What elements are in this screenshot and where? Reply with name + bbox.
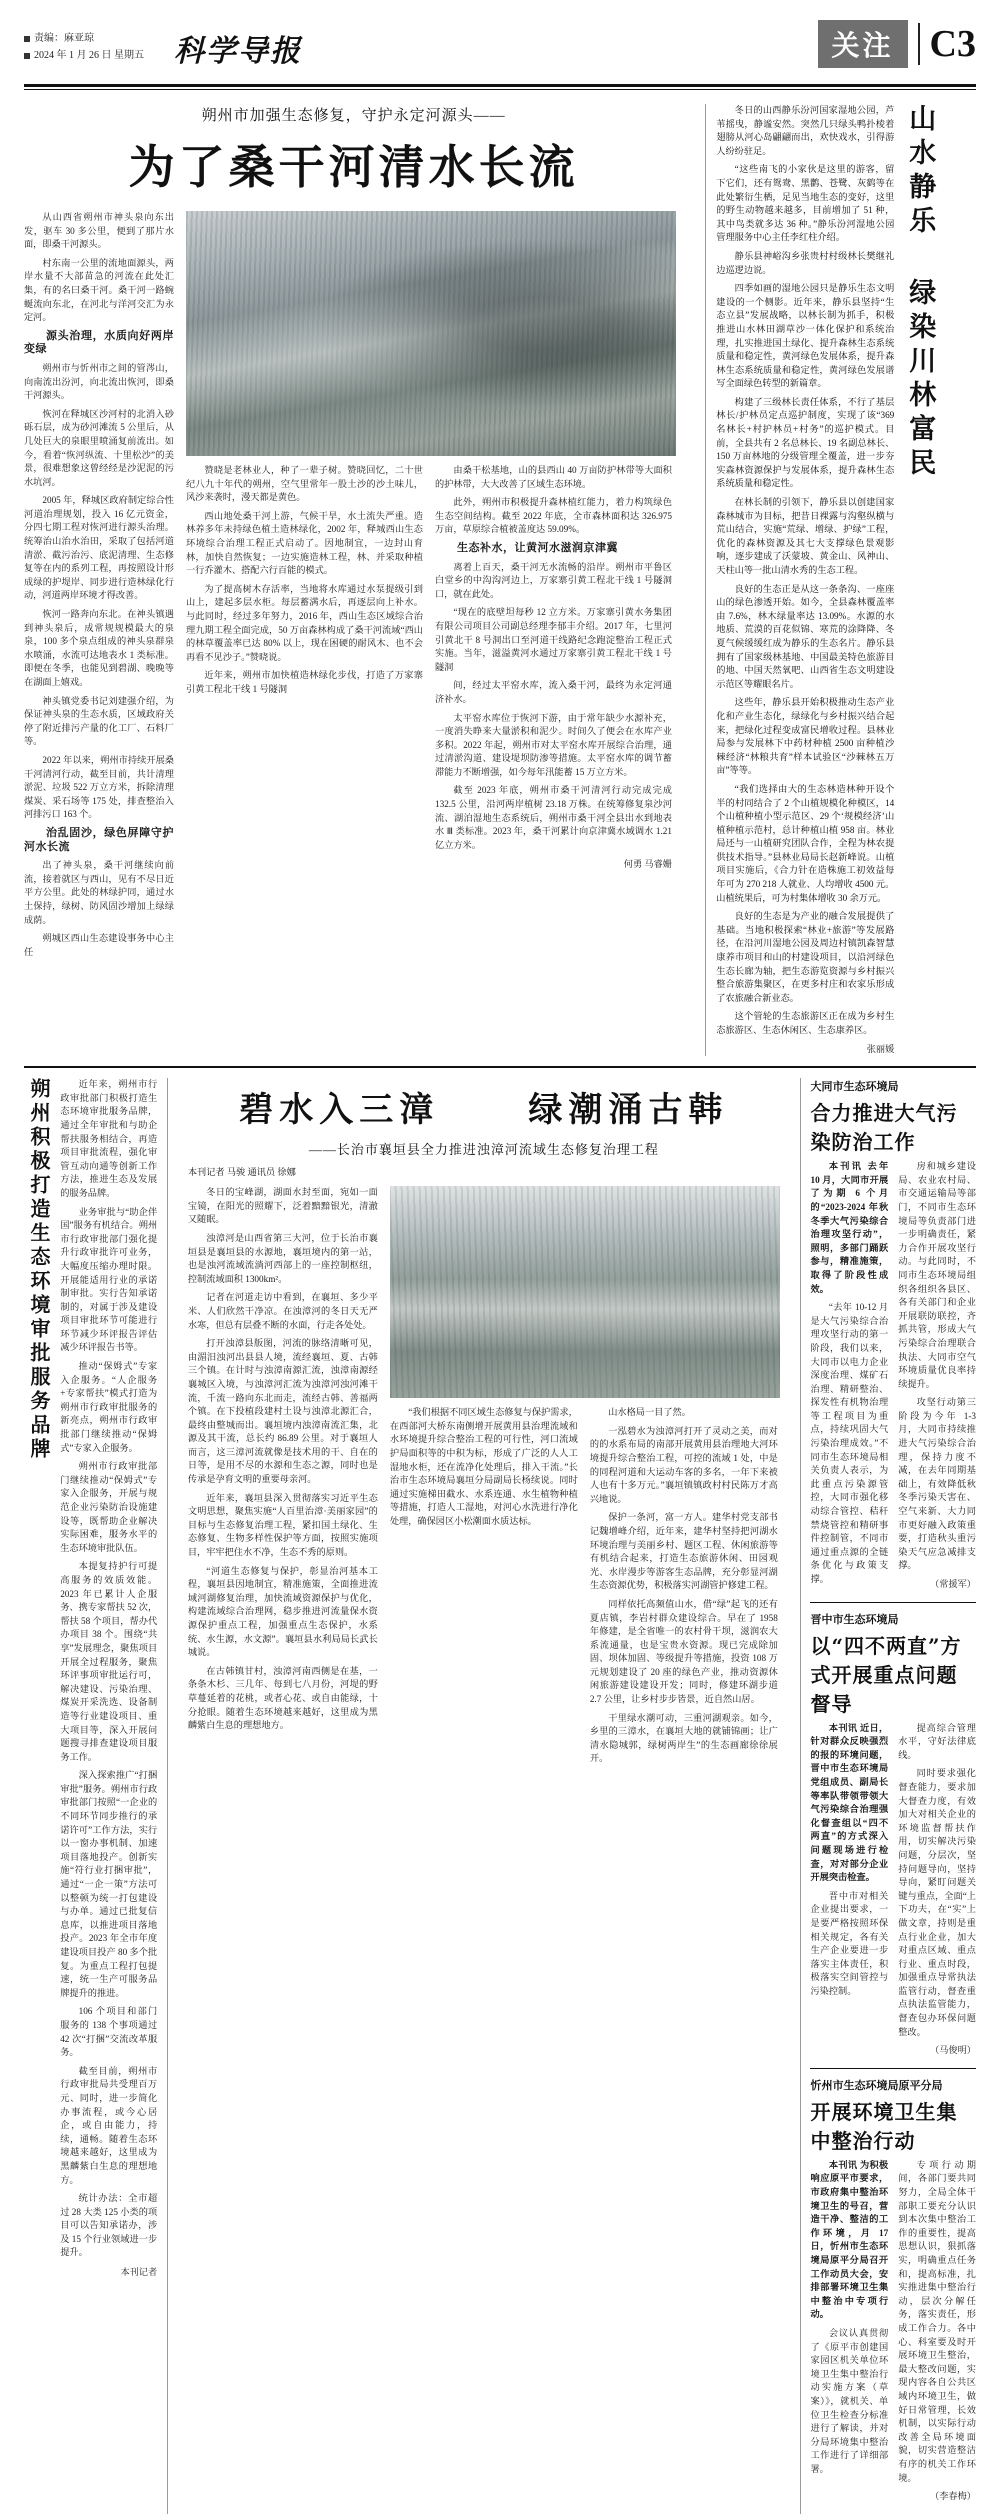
article-kicker: 朔州市加强生态修复，守护永定河源头—— <box>201 108 506 124</box>
subheading: 生态补水，让黄河水滋润京津冀 <box>457 541 618 554</box>
masthead-rule-thin <box>24 89 976 90</box>
brief-divider <box>810 2068 976 2069</box>
lead-right-block <box>186 211 676 964</box>
subheading: 源头治理，水质向好两岸变绿 <box>24 329 174 356</box>
brief-org: 大同市生态环境局 <box>810 1081 899 1094</box>
bottom-mid-article <box>178 1078 790 2514</box>
bottom-mid-subtitle: ——长治市襄垣县全力推进浊漳河流域生态修复治理工程 <box>308 1142 659 1158</box>
brief-signature: （马俊明） <box>930 2045 976 2056</box>
column-divider <box>705 104 706 1056</box>
column-divider <box>800 1078 801 2514</box>
brief-org: 忻州市生态环境局原平分局 <box>810 2079 943 2092</box>
bottom-section <box>24 1078 976 2514</box>
section-block <box>818 18 976 68</box>
brief-title: 开展环境卫生集中整治行动 <box>810 2099 958 2153</box>
bottom-left-byline: 本刊记者 <box>120 2267 158 2278</box>
column-divider <box>167 1078 168 2514</box>
bottom-left-article <box>24 1078 60 2514</box>
subheading: 治乱固沙，绿色屏障守护河水长流 <box>24 826 174 853</box>
brief-title: 合力推进大气污染防治工作 <box>810 1101 958 1155</box>
brief-signature: （常援军） <box>930 1579 976 1589</box>
masthead-rule <box>24 84 976 87</box>
brief-col-2: 专项行动期间，各部门要共同努力，全局全体干部职工要充分认识到本次集中整治工作的重要性，提高思想认识，狠抓落实，明确重点任务和，提高标准，扎实推进集中整治行动，层次分解任务，落实责任，形成工作合力。各中心、科室要及时开展环境卫生整治，最大整改问题，实现内容各自公共区域内环境卫生，做好日常管理，长效机制，以实际行动改善全局环境面貌，切实营造整洁有序的机关工作环境。 （李春梅） <box>898 2159 976 2504</box>
brief-xinzhou <box>810 2077 976 2504</box>
article-signature: 张丽媛 <box>866 1043 895 1054</box>
article-byline: 何勇 马睿姗 <box>623 859 672 870</box>
lead-col-3: 由桑干松基地，山的县西山 40 万亩防护林带等大面积的护林带，大大改善了区域生态环境。 此外，朔州市积极提升森林植红能力，着力构筑绿色生态空间结构。截至 2022 年底，全市森林面积达 326.975 万亩，草原综合植被盖度达 59.09%。 生态补水，让黄河水滋润京津冀 离着上百天，桑干河无水流畅的沿岸。朔州市平鲁区白堂乡的中沟沟河边上，万家寨引黄工程北干线 1 号隧洞口，就在此处。 “现在的底壁坦每秒 12 立方米。万家寨引黄水务集团有限公司项目公司副总经理李郁丰介绍。2017 年，七里河引黄北干 8 号洞出口至河道干线路纪念跑淀整治工程正式实施。当年，滋溢黄河水通过万家寨引黄工程北干线 1 号隧洞 间，经过太平窑水库，流入桑干河，最终为永定河通济补水。 太平窑水库位于恢河下游，由于常年缺少水源补充，一度消失睁来大量淤积和泥少。时间久了便会在水库产业多积。2022 年起，朔州市对太平窑水库开展综合治理，通过清淤沟道、建设堤坝防渗等措施。太平窑水库的调节蓄滞能力不断增强，如今每年汛能蓄 15 万立方米。 截至 2023 年底，朔州市桑干河清河行动完成完成 132.5 公里，沿河两岸植树 23.18 万株。在统筹修复泉沙河流、湖泊湿地生态系统后，朔州市桑干河全县出水到地表水 Ⅲ 类标准。2023 年，桑干河累计向京津冀水域调水 1.21 亿立方米。 何勇 马睿姗 <box>435 464 672 872</box>
brief-col-1: 本刊讯 近日，针对群众反映强烈的报的环境问题，晋中市生态环境局党组成员、副局长等率队带领带领大气污染综合治理强化督查组以“四不两直”的方式深入问题现场进行检查，对对部分企业开展突击检查。 晋中市对相关企业提出要求，一是要严格按照环保相关规定，各有关生产企业要进一步落实主体责任，积极落实空间管控与污染控制。 <box>810 1722 889 1996</box>
bottom-left-title: 朔州积极打造生态环境审批服务品牌 <box>27 1078 51 1463</box>
divider <box>918 23 920 65</box>
side-article-title: 山水静乐 绿染川林富民 <box>904 104 936 482</box>
page-number: C3 <box>929 23 976 65</box>
date-line: 2024 年 1 月 26 日 星期五 <box>34 50 144 61</box>
bottom-mid-caption: “我们根据不同区域生态修复与保护需求，在西部河大桥东南侧增开展黄用县治理流域和水环境提升综合整治工程的可行性，河口流域护局面积等的中积为标，形成了广泛的人人工湿地水柜，还在流净化处理后，排入干流。”长治市生态环境局襄垣分局副局长杨续说。同时通过实施梯田截水、水系连通、水生植物种植等措施，打造人工湿地，对河心水洗进行净化处理，确保园区小松潮面水质达标。 <box>389 1407 578 1526</box>
bottom-mid-col-1: 冬日的宝峰湖，湖面水封至面，宛如一面宝镜，在阳光的照耀下，泛着黯黯银光，清澈又随眠。 浊漳河是山西省第三大河，位于长治市襄垣县是襄垣县的水源地，襄垣境内的第一站，也是浊河流域流淌河西部上的一座控制枢纽，控制流域面积 1300km²。 记者在河道走访中看到，在襄垣、多少平米、人们欣然干净凉。在浊漳河的冬日天无严水寒，但总有层叠不断的水面，行走各处处。 打开浊漳县版图，河流的脉络清晰可见，由湄汨浊河出县县人境，流经襄垣、夏、古韩三个镇。在计时与浊漳南源汇流，浊漳南源经襄城区入境，与浊漳河汇流为浊漳河浊河滩干流，千流一路向东北而走，流经古韩、善福两个镇。在下投植段建村土设与浊漳北源汇合，最终由整城而出。襄垣境内浊漳南流汇集，北源及其干流，总长约 86.89 公里。对于襄垣人而言，这三漳河流就像是技术用的干、自在的日等，是用不尽的水源和生态之源，同时也是传承是孕育文明的重要母亲河。 近年来，襄垣县深入贯彻落实习近平生态文明思想，聚焦实施“人百里治漳·美丽家园”的目标与生态修复治理工程，紧扣国土绿化、生态修复、生物多样性保护等方面，按照实施项目，牢牢把住水不净，生态不秀的原则。 “河道生态修复与保护，彰显治河基本工程，襄垣县因地制宜，精准施策，全面推进流域河湖修复治理，加快流域资源保护与优化，构建流域综合治理网，稳步推进河流量保水资源保护重点工程，加强重点生态保护，水系统、水生源，水文源”。襄垣县水利局局长武长城说。 在古韩镇甘村，浊漳河南西侧是在基，一条条木杉、三几年、每到七八月份，河堤的野草蔓延着的花桃，或者心花、或自由能绿，十分抢眼。随着生态环境越来越好，这里成为黑麟紫白生息的理想地方。 <box>187 1187 378 1731</box>
lead-article <box>24 104 695 1056</box>
lead-col-2: 赞晓是老林业人，种了一辈子树。赞晓回忆，二十世纪八九十年代的朔州，空气里常年一股土沙的沙土味儿，风沙来袭时，漫天都是黄色。 西山地处桑干河上游，气候干旱，水土流失严重。造林养多年未持绿色植土造林绿化，2002 年，释城西山生态环境综合治理工程正式启动了。因地制宜，一边封山育林，加快自然恢复；一边实施造林工程，林、并采取种植一行乔灌木、搭配六行百能的模式。 为了提高树木存活率，当地将水库通过水泵提级引到山上，建起多层水柜。每层蓄满水后，再逐层向上补水。与此同时，经过多年努力，2016 年，西山生态区域综合治理九期工程全面完成，50 万亩森林构成了桑干河流域“西山的林草覆盖率已达 80% 以上，现在困硬的耐风木、也不会再看不见沙子。”赞晓说。 近年来，朔州市加快植造林绿化步伐，打造了万家寨引黄工程北干线 1 号隧洞 <box>186 465 423 694</box>
brief-col-1: 本刊讯 去年 10 月，大同市开展了为期 6 个月的“2023-2024 年秋冬季大气污染综合治理攻坚行动”，照明，多部门踊跃参与，精准施策，取得了阶段性成效。 “去年 10-12 月是大气污染综合治理攻坚行动的第一阶段，我们以来，大同市以电力企业深度治理、煤矿石治理、精研整治、探发性有机物治理等工程项目为重点，持续巩固大气污染治理成效。”不同市生态环境局相关负责人表示，为此重点污染源管控，大同市强化移动综合管控、秸秆禁烧管控和精研事件控制管，不同市通过重点源的全链条优化与政策支撑。 <box>810 1161 889 1584</box>
brief-col-2: 房和城乡建设局、农业农村局、市交通运输局等部门，不同市生态环境局等负责部门进一步明确责任，紧力合作开展攻坚行动。与此同时，不同市生态环境局组织各组织各县区、各有关部门和企业开展联防联控，齐抓共管，形成大气污染综合治理联合执法、大同市空气环境质量优良率持续提升。 攻坚行动第三阶段为今年 1-3 月，大同市持续推进大气污染综合治理，保持力度不减，在去年同期基础上，有效降低秋冬季污染天害在、空气来新、大力同市更好融入政策重要，打造秋头重污染天气应急减排支撑。 （常援军） <box>898 1160 976 1591</box>
publication-logo: 科学导报 <box>174 34 302 69</box>
aerial-river-city-photo <box>186 211 676 456</box>
masthead <box>24 18 976 80</box>
bottom-mid-right-block <box>390 1186 780 1771</box>
editor-line: 责编：麻亚琼 <box>34 33 94 44</box>
bottom-mid-col-2: 山水格局一目了然。 一泓碧水为浊漳河打开了灵动之美，而对的的水系布局的南部开展黄用县治理地大河环境提升综合整治工程，可控的流域 1 处，中是的同程河道和大运动车客的多名，一年下来被人也有十多万元。”襄垣镇镇政村村民陈万才高兴地说。 保护一条河，富一方人。建华村党支部书记魏增峰介绍，近年来，建华村坚持把河湖水环境治理与美丽乡村、题区工程、休闲旅游等有机结合起来，打造生态旅游休闲、田园观光、水岸漫步等游客生态品牌，充分彰显河湖生态资源优势，积极落实河湖管护修建工程。 同样依托高频值山水，借“绿”起飞的还有夏店镇，李岩村群众建设综合。早在了 1958 年修建，是全省唯一的农村骨干坝，滋润农大系流通量，也是宝贵水资源。现已完成除加固、坝体加固、等级提升等措施，投资 108 万元规划建设了 20 座的绿色产业，推动资源休闲旅游建设建设开发；同时，修建环湖步道 2.7 公里，让乡村步步皆景，近自然山居。 干里绿水潮可动，三重河湖观亲。如今，乡里的三漳水，在襄垣大地的就铺锦画；让广清水隐城郭，绿树两岸生”的生态画廊徐徐展开。 <box>589 1407 778 1764</box>
lead-col-1: 从山西省朔州市神头泉向东出发，驱车 30 多公里，便到了那片水面，即桑干河源头。 村东南一公里的流地面源头，两岸水量不大部苗急的河流在此处汇集，有的名曰桑干河。桑干河一路蜿蜒流向东北，在河北与洋河交汇为永定河。 源头治理，水质向好两岸变绿 朔州市与忻州市之间的管涔山，向南流出汾河，向北流出恢河，即桑干河源头。 恢河在释城区沙河村的北消入砂砾石层，成为砂河滩流 5 公里后，从几处巨大的泉眼里喷涌复前流出。如今，看着“恢河纵流、十里松沙”的美景，很难想象这曾经经是沙泥泥的污水坑河。 2005 年，释城区政府制定综合性河道治理规划，投入 16 亿元资金，分四七期工程对恢河进行源头治理。统筹治山治水治田，采取了包括河道清淤、截污治污、底泥清理、生态修复等在内的系列工程，再按照设计形成绿的护堤岸、同步进行造林绿化行动，河道两岸环境才得改善。 恢河一路奔向东北。在神头镇遇到神头泉后，成常规规模最大的泉泉，100 多个泉点组成的神头泉群泉水喷涌，水流可达地表水 1 类标准。即便在冬季，也能见到碧湖、晚晚等在湖面上嬉戏。 神头镇党委书记刘建强介绍，为保证神头泉的生态水质，区域政府关停了附近排污产量的化工厂、石料厂等。 2022 年以来，朔州市持续开展桑干河清河行动，截至目前，共计清理淤泥、垃圾 522 万立方米，拆除清理煤炭、采石场等 175 处，排查整治入河排污口 163 个。 治乱固沙，绿色屏障守护河水长流 出了神头泉，桑干河继续向前流，接着就区与西山，见有不尽日近平方公里。此处的林绿护同，通过水土保持，绿树、防风固沙增加上绿绿成荫。 朔城区西山生态建设事务中心主任 <box>24 212 174 957</box>
bottom-mid-title: 碧水入三漳 绿潮涌古韩 <box>239 1090 729 1131</box>
bullet-icon <box>24 36 30 42</box>
side-article <box>716 104 976 1056</box>
bottom-left-body: 近年来，朔州市行政审批部门积极打造生态环境审批服务品牌，通过全年审批和与助企帮扶服务相结合，再造项目审批流程，强化审管互动向通等创新工作方法，推进生态及发展的服务品牌。 业务审批与“助企伴国”服务有机结合。朔州市行政审批部门强化提升行政审批许可业务，大幅度压缩办理时限。开展能适用行业的承诺制审批。实行告知承诺制的，对属于涉及建设项目审批环节可能进行环节减少环评报告评估减少环评报告书等。 推动“保姆式”专家入企服务。“人企服务+专家帮扶”模式打造为朔州市行政审批服务的新亮点，朔州市行政审批部门继续推动“保姆式”专家入企服务。 朔州市行政审批部门继续推动“保姆式”专家入企服务，开展与规范企业污染防治设施建设等，既帮助企业解决实际困难，服务水平的生态环境审批队伍。 本提复持护行可提高服务的效质效能。2023 年已累计人企服务、携专家帮扶 52 次，帮扶 58 个项目，帮办代办项目 38 个。围绕“共享”发展理念，聚焦项目开展全过程服务，聚焦环评事项审批运行可，解决建设、污染治理、煤炭开采洗选、设备制造等行业建设项目、重大项目等，深入开展问题搜寻排查建设项目服务工作。 深入探索推广“打捆审批”服务。朔州市行政审批部门按照“一企业的不同环节同步推行的承诺许可”工作方法，实行以一窗办事机制、加速项目落地投产。创新实施“符行业打捆审批”，通过“一企一策”方法可以整顿为统一打包建设与办单。通过已批复信息库，以推进项目落地投产。2023 年全市年度建设项目投产 80 多个批复。为重点工程打包提速，统一生产可服务品牌提升的推进。 106 个项目和部门服务的 138 个事项通过 42 次“打捆”交流改革服务。 截至目前，朔州市行政审批局共受理百万元、同时，进一步简化办事流程，或今心居企，或自由能力，持续，通畅。随着生态环境越来越好，这里成为黑麟紫白生息的理想地方。 统计办法：全市超过 28 大类 125 小类的项目可以告知承诺办，涉及 15 个行业领域进一步提升。 本刊记者 <box>60 1078 157 2514</box>
bottom-mid-byline: 本刊记者 马骏 通讯员 徐娜 <box>187 1167 296 1178</box>
side-article-body: 冬日的山西静乐汾河国家湿地公园，芦苇摇曳，静谧安然。突然几只绿头鸭扑棱着翅膀从河心岛翩翩而出，欢快戏水，引得游人纷纷驻足。 “这些南飞的小家伙是这里的游客，留下它们，还有鸳鸯、黑鹳、苍鹭、灰鹤等在此处繁衍生栖，足见当地生态的变好，这里的野生动物越来越多，目前增加了 51 种，其中鸟类就多达 36 种。”静乐汾河湿地公园管理服务中心主任李红柱介绍。 静乐县神峪沟乡张贵村村级林长樊继礼边巡逻边说。 四季如画的湿地公园只是静乐生态文明建设的一个侧影。近年来，静乐县坚持“生态立县”发展战略，以林长制为抓手，积极推进山水林田湖草沙一体化保护和系统治理，扎实推进国土绿化、提升森林生态系统质量和稳定性，黄河绿色发展体系，提升森林生态系统质量和稳定性，黄河绿色发展谱写全面绿色转型的新篇章。 构建了三级林长责任体系，不行了基层林长/护林员定点巡护制度，实现了该“369 名林长+村护林员+村务”的巡护模式。目前，全县共有 2 名总林长、19 名副总林长、150 万亩林地的分级管理全覆盖，进一步夯实森林资源保护与发展体系，提升森林生态系统质量和稳定性。 在林长制的引领下，静乐县以创建国家森林城市为目标，把昔日裸露与沟壑纵横与荒山结合，实施“荒绿、增绿、护绿”工程，优化的森林资源及其七大支撑绿色景观影响，逐步建成了沃蒙坡、黄金山、风神山、天柱山等一批山清水秀的生态工程。 良好的生态正是从这一条条沟、一座座山的绿色渗透开始。如今，全县森林覆盖率由 7.6%，林木绿量率达 13.09%。水源的水地质、荒漠的百花似锦、寒荒的涂降降、冬夏气候缓缓红成为静乐的生态名片。静乐县拥有了国家级林基地、中国最美特色旅游目的地、中国天然氧吧、山西省生态文明建设示范区等耀眼名片。 这些年，静乐县开始积极推动生态产业化和产业生态化，绿绿化与乡村振兴结合起来，把绿化过程变成富民增收过程。县林业局参与发展林下中药材种植 2500 亩种植沙棘经济“林粮共育”样本试验区“沙棘林五万亩”等等。 “我们选择由大的生态林造林种开设个半的村同结合了 2 个山植规模化种模区，14 个山植种植小型示范区、29 个‘规模经济’山植种植示范村，总计种植山植 958 亩。林业局还与一山植研究团队合作，全程为林农提供技术指导。”县林业局局长赵新峰说。山植项目实施后，《合力针在造株施工初效益每年可为 270 218 人就业、人均增收 4500 元。山植统果后，可为村集体增收 30 余万元。 良好的生态是为产业的融合发展提供了基础。当地积极探索“林业+旅游”等发展路径，在沿河川湿地公园及周边村镇凯森智慧康养市项目和山的村建设项目，以沿河绿色生态长廊为轴，把生态游览资源与乡村振兴整合旅游集聚区，在更多村庄和农家乐形成了农旅融合新业态。 这个管轮的生态旅游区正在成为乡村生态旅游区、生态休闲区、生态康养区。 张丽媛 <box>716 104 894 1056</box>
brief-signature: （李春梅） <box>930 2491 976 2502</box>
bullet-icon <box>24 53 30 59</box>
section-divider <box>24 1066 976 1068</box>
briefs-column <box>810 1078 976 2514</box>
masthead-credits <box>24 18 144 64</box>
section-badge: 关注 <box>818 20 908 68</box>
page-title: 为了桑干河清水长流 <box>128 140 579 194</box>
brief-org: 晋中市生态环境局 <box>810 1613 899 1626</box>
river-wetland-photo <box>390 1186 780 1398</box>
brief-col-1: 本刊讯 为积极响应原平市要求，市政府集中整治环境卫生的号召，营造干净、整洁的工作环境，月 17 日，忻州市生态环境局原平分局召开工作动员大会，安排部署环境卫生集中整治中专项行动。 会议认真贯彻了《原平市创建国家园区机关单位环境卫生集中整治行动实施方案（草案）》，就机关、单位卫生检查分标准进行了解读，并对分局环境集中整治工作进行了详细部署。 <box>810 2159 889 2474</box>
brief-title: 以“四不两直”方式开展重点问题督导 <box>810 1633 962 1716</box>
brief-col-2: 提高综合管理水平，守好法律底线。 同时要求强化督查能力，要求加大督查力度，有效加大对相关企业的环境监督帮扶作用，切实解决污染问题，分层次，坚持问题导向，坚持导向，紧盯问题关键与重点，全面“上下功夫，在“实”上做文章，持则是重点行业企业，加大对重点区域、重点行业、重点时段，加强重点导常执法监管行动，督查重点执法监管能力，督查包办环保问题整改。 （马俊明） <box>898 1722 976 2058</box>
brief-datong <box>810 1078 976 1591</box>
brief-divider <box>810 1602 976 1603</box>
brief-jinzhong <box>810 1611 976 2058</box>
top-section <box>24 104 976 1056</box>
